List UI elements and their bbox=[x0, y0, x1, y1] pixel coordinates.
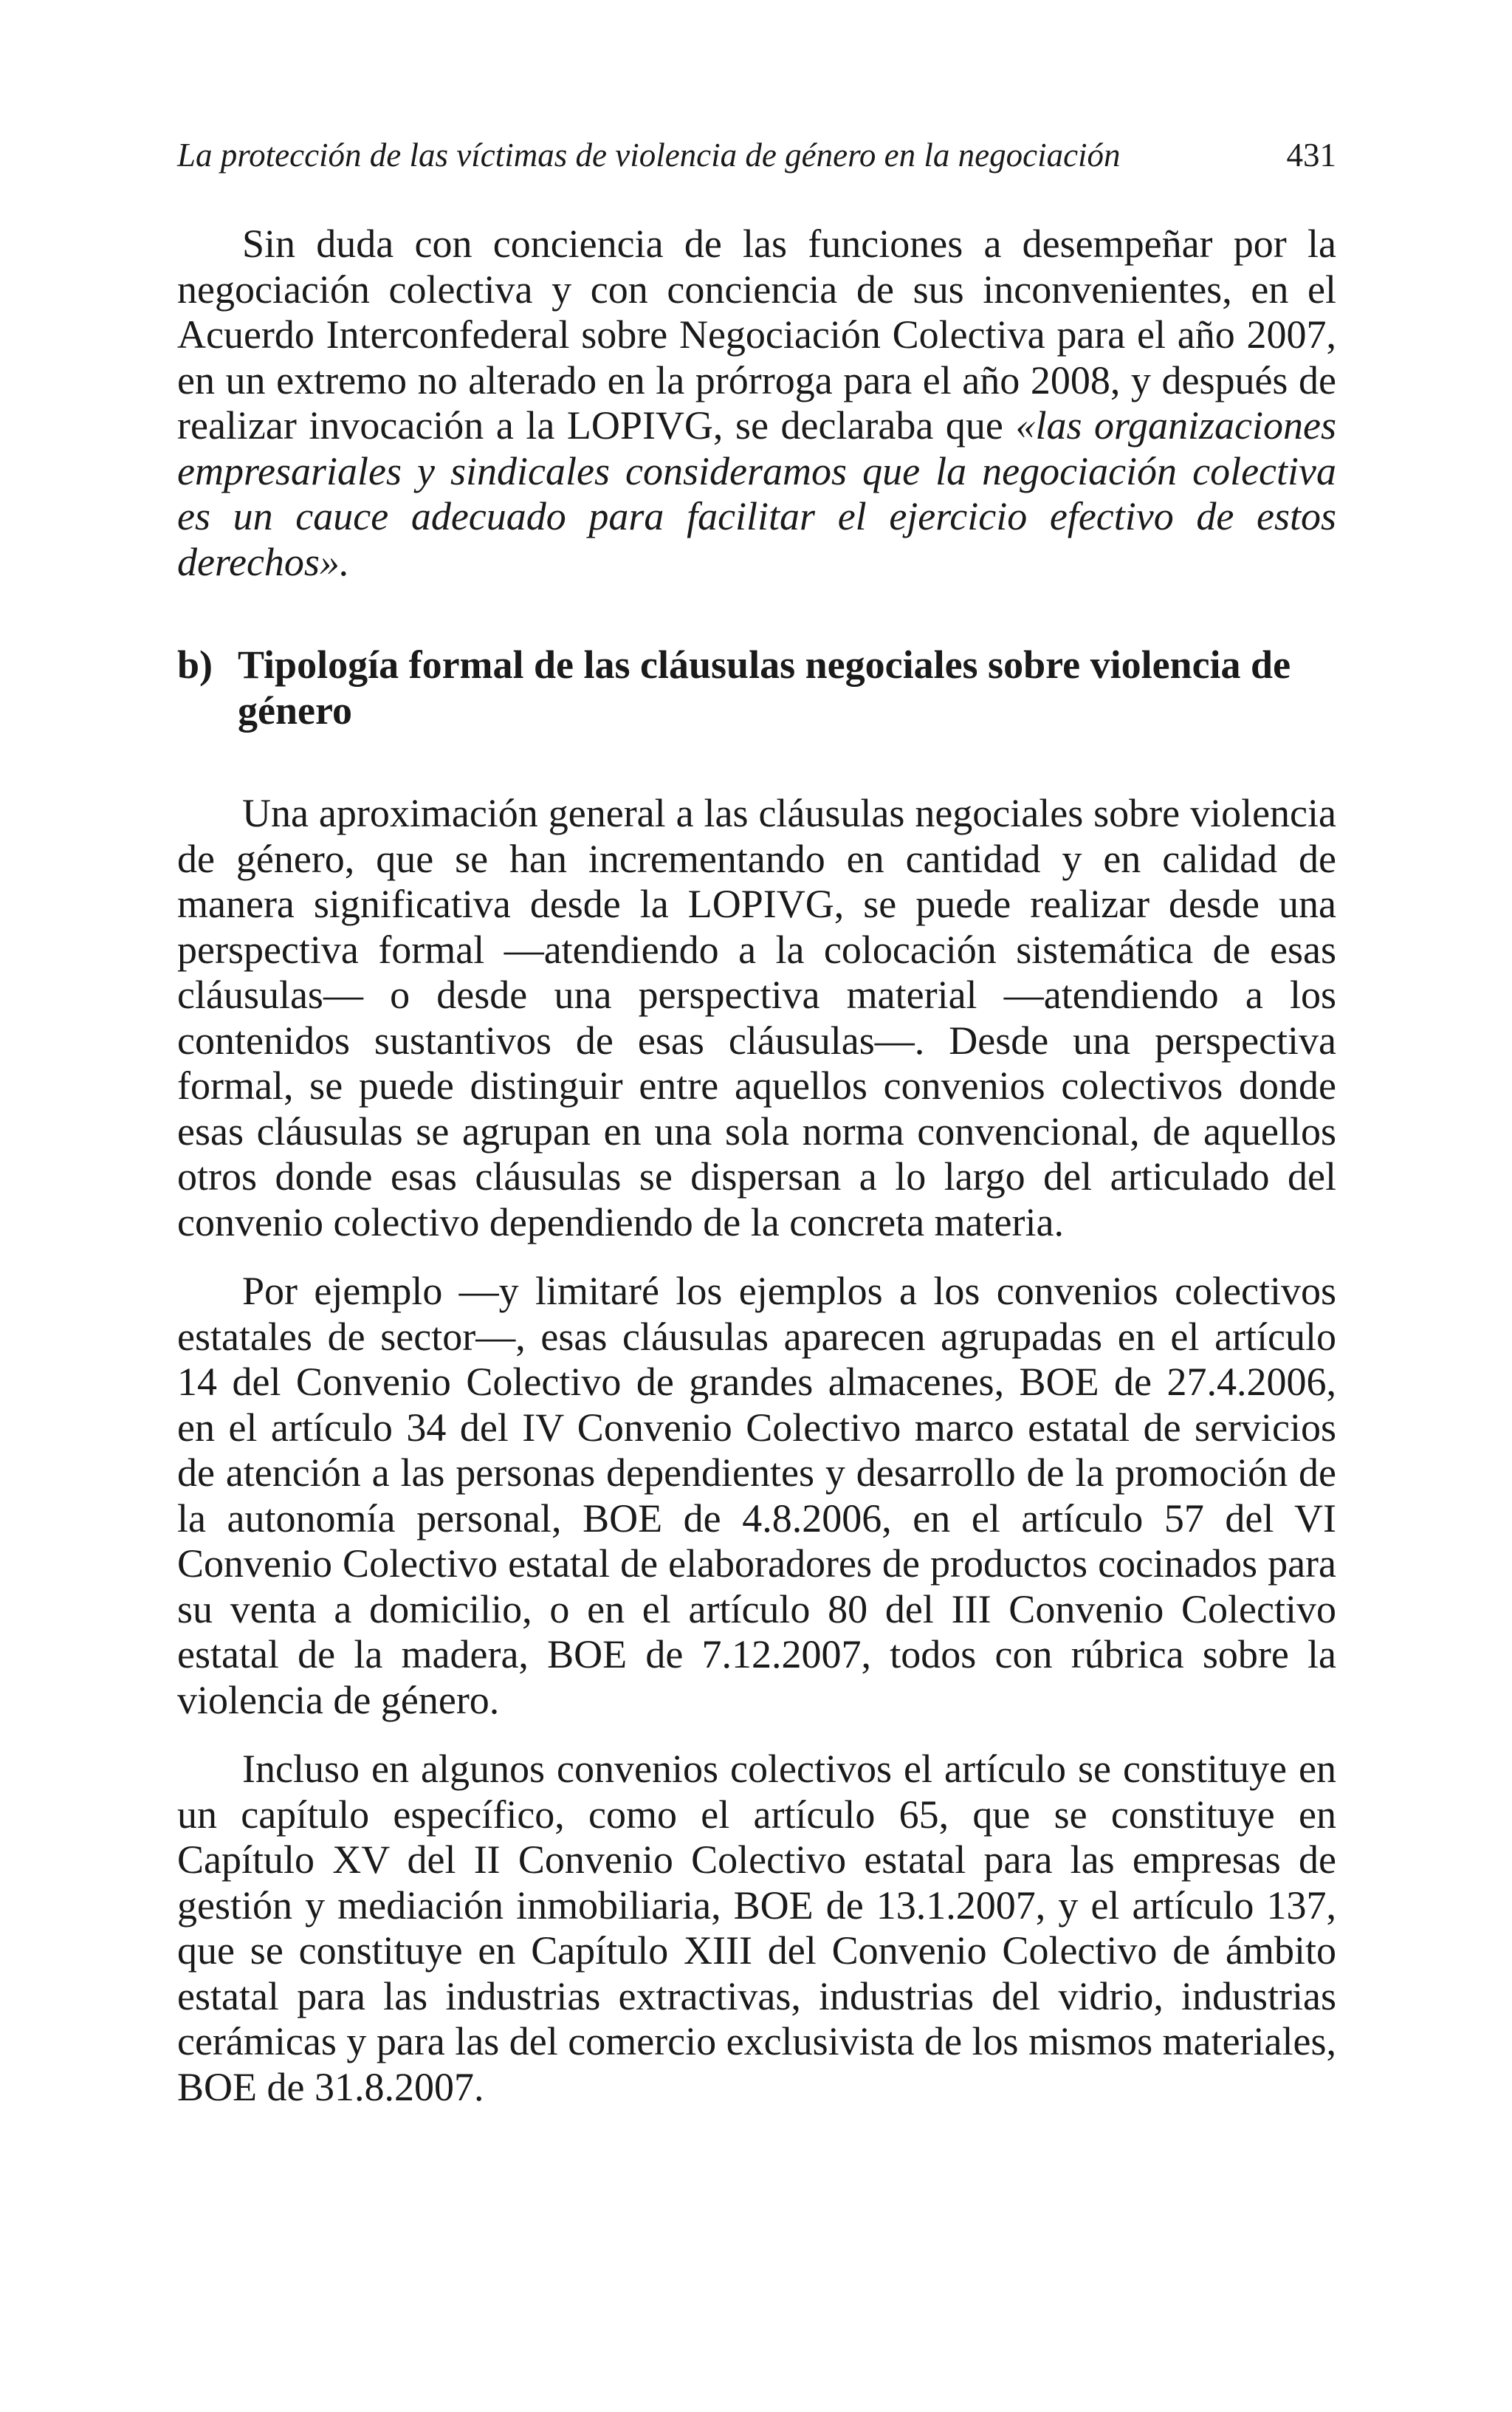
paragraph-3: Por ejemplo —y limitaré los ejemplos a los convenios colectivos estatales de sector—, esas cláusulas aparecen agrupadas en el artículo 14 del Convenio Colectivo de grandes almacenes, BOE de 27.4.2006, en el artículo 34 del IV Convenio Colectivo marco estatal de servicios de atención a las personas dependientes y desarrollo de la promoción de la autonomía personal, BOE de 4.8.2006, en el artículo 57 del VI Convenio Colectivo estatal de elaboradores de productos cocinados para su venta a domicilio, o en el artículo 80 del III Convenio Colectivo estatal de la madera, BOE de 7.12.2007, todos con rúbrica sobre la violencia de género. bbox=[177, 1269, 1336, 1722]
book-page bbox=[177, 133, 1336, 2110]
paragraph-1-text: Sin duda con conciencia de las funciones a desempeñar por la negociación colectiva y con conciencia de sus inconvenientes, en el Acuerdo Interconfederal sobre Negociación Colectiva para el año 2007, en un extremo no alterado en la prórroga para el año 2008, y después de realizar invocación a la LOPIVG, se declaraba que bbox=[177, 222, 1336, 448]
section-heading bbox=[177, 643, 1336, 733]
running-title: La protección de las víctimas de violencia de género en la negociación bbox=[177, 137, 1121, 174]
paragraph-1 bbox=[177, 222, 1336, 585]
section-heading-text: Tipología formal de las cláusulas negociales sobre violencia de género bbox=[238, 643, 1291, 733]
paragraph-1-quote: «las organizaciones empresariales y sindicales consideramos que la negociación colectiva es un cauce adecuado para facilitar el ejercicio efectivo de estos derechos». bbox=[177, 403, 1336, 584]
paragraph-4: Incluso en algunos convenios colectivos el artículo se constituye en un capítulo específico, como el artículo 65, que se constituye en Capítulo XV del II Convenio Colectivo estatal para las empresas de gestión y mediación inmobiliaria, BOE de 13.1.2007, y el artículo 137, que se constituye en Capítulo XIII del Convenio Colectivo de ámbito estatal para las industrias extractivas, industrias del vidrio, industrias cerámicas y para las del comercio exclusivista de los mismos materiales, BOE de 31.8.2007. bbox=[177, 1747, 1336, 2109]
section-heading-label: b) bbox=[177, 643, 213, 687]
running-header bbox=[177, 133, 1336, 177]
page-number: 431 bbox=[1286, 137, 1336, 174]
paragraph-2: Una aproximación general a las cláusulas negociales sobre violencia de género, que se han incrementando en cantidad y en calidad de manera significativa desde la LOPIVG, se puede realizar desde una perspectiva formal —atendiendo a la colocación sistemática de esas cláusulas— o desde una perspectiva material —atendiendo a los contenidos sustantivos de esas cláusulas—. Desde una perspectiva formal, se puede distinguir entre aquellos convenios colectivos donde esas cláusulas se agrupan en una sola norma convencional, de aquellos otros donde esas cláusulas se dispersan a lo largo del articulado del convenio colectivo dependiendo de la concreta materia. bbox=[177, 791, 1336, 1244]
